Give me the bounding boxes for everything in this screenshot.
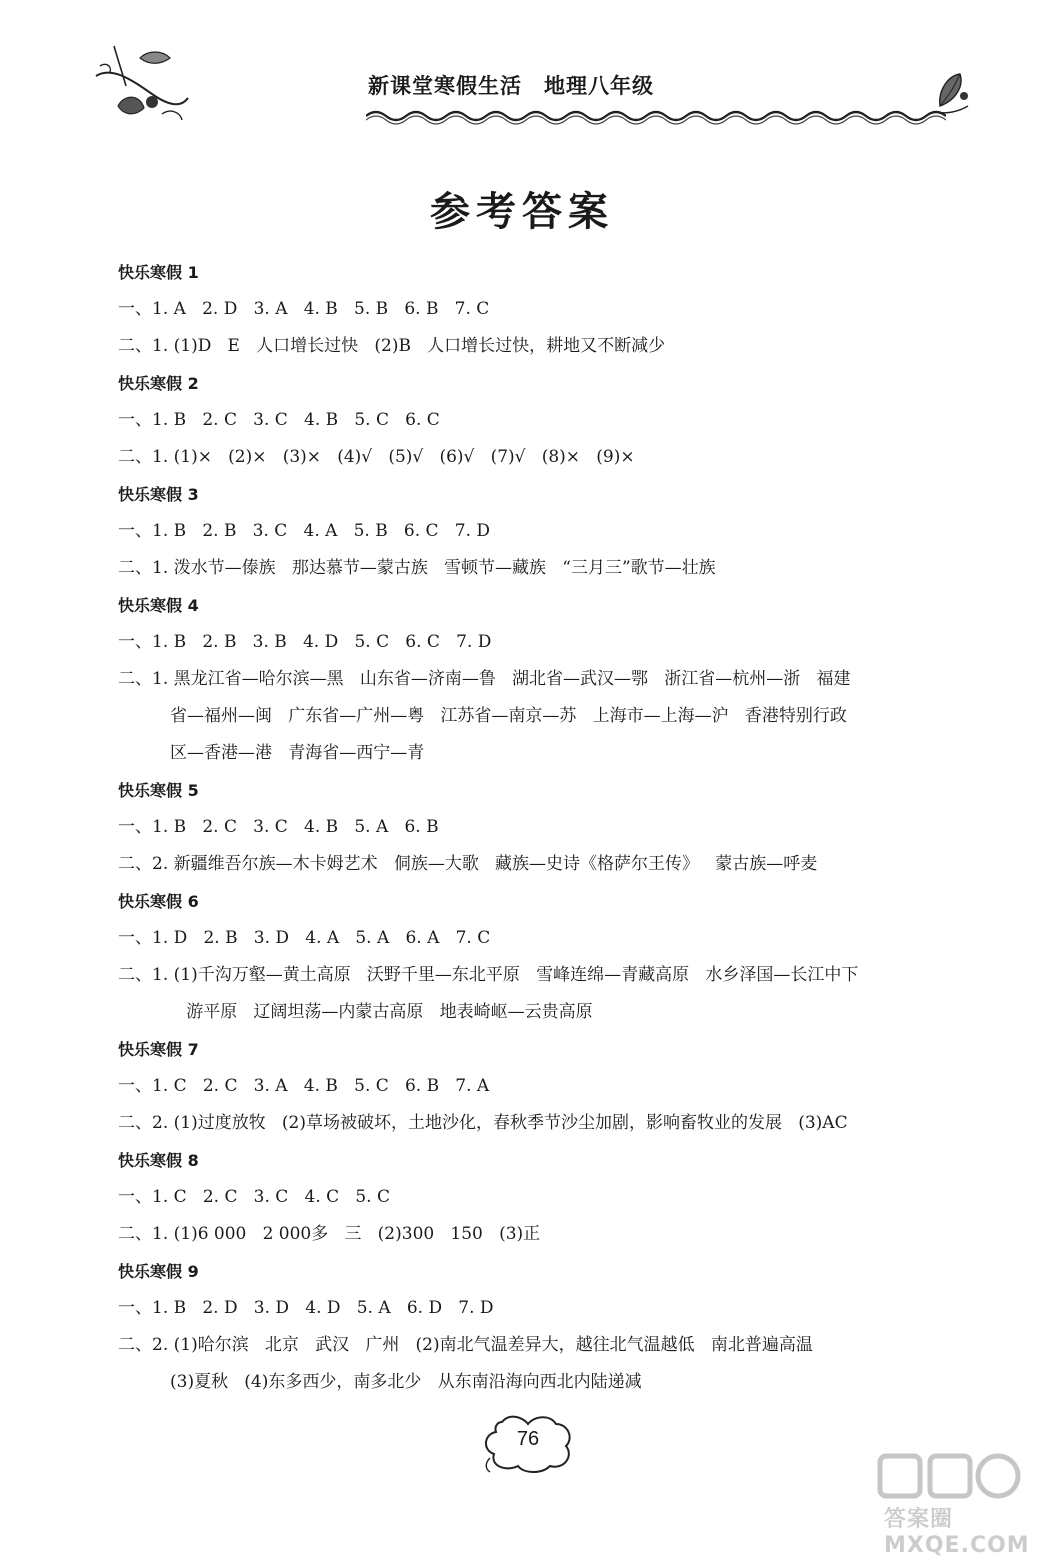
answer-line: 二、1. (1)6 000 2 000多 三 (2)300 150 (3)正	[118, 1224, 541, 1244]
answer-line: 二、1. (1)D E 人口增长过快 (2)B 人口增长过快，耕地又不断减少	[118, 336, 666, 356]
answer-line: 一、1. B 2. C 3. C 4. B 5. A 6. B	[118, 817, 439, 837]
section-title: 快乐寒假 7	[118, 1040, 199, 1059]
section-title: 快乐寒假 5	[118, 781, 199, 800]
answer-line: 省—福州—闽 广东省—广州—粤 江苏省—南京—苏 上海市—上海—沪 香港特别行政	[170, 706, 847, 726]
subject-grade: 地理八年级	[544, 74, 654, 98]
section-title: 快乐寒假 6	[118, 892, 199, 911]
flower-branch-decoration	[92, 36, 192, 124]
answer-line: 一、1. B 2. C 3. C 4. B 5. C 6. C	[118, 410, 440, 430]
watermark-text: 答案圈 MXQE.COM	[884, 1507, 1030, 1558]
section-title: 快乐寒假 8	[118, 1151, 199, 1170]
answer-line: 二、1. 黑龙江省—哈尔滨—黑 山东省—济南—鲁 湖北省—武汉—鄂 浙江省—杭州—浙 福建	[118, 669, 851, 689]
answer-line: 一、1. C 2. C 3. A 4. B 5. C 6. B 7. A	[118, 1076, 490, 1096]
section-title: 快乐寒假 4	[118, 596, 199, 615]
leaf-decoration	[934, 66, 974, 118]
answer-line: 一、1. B 2. B 3. C 4. A 5. B 6. C 7. D	[118, 521, 491, 541]
wavy-divider	[366, 106, 946, 126]
answer-line: 二、2. (1)哈尔滨 北京 武汉 广州 (2)南北气温差异大，越往北气温越低 南北普遍高温	[118, 1335, 813, 1355]
answer-line: 二、1. (1)千沟万壑—黄土高原 沃野千里—东北平原 雪峰连绵—青藏高原 水乡泽国—长江中下	[118, 965, 859, 985]
page-title: 参考答案	[430, 189, 614, 235]
book-title: 新课堂寒假生活	[368, 74, 522, 98]
answer-line: 一、1. B 2. B 3. B 4. D 5. C 6. C 7. D	[118, 632, 492, 652]
section-title: 快乐寒假 3	[118, 485, 199, 504]
running-header	[368, 70, 654, 100]
answer-line: (3)夏秋 (4)东多西少，南多北少 从东南沿海向西北内陆递减	[170, 1372, 642, 1392]
answer-line: 二、1. (1)× (2)× (3)× (4)√ (5)√ (6)√ (7)√ (8)× (9)×	[118, 447, 635, 467]
answer-line: 一、1. D 2. B 3. D 4. A 5. A 6. A 7. C	[118, 928, 491, 948]
answer-line: 游平原 辽阔坦荡—内蒙古高原 地表崎岖—云贵高原	[170, 1002, 593, 1022]
answer-line: 二、1. 泼水节—傣族 那达慕节—蒙古族 雪顿节—藏族 “三月三”歌节—壮族	[118, 558, 716, 578]
section-title: 快乐寒假 9	[118, 1262, 199, 1281]
answer-line: 二、2. (1)过度放牧 (2)草场被破坏，土地沙化，春秋季节沙尘加剧，影响畜牧业的发展 (3)AC	[118, 1113, 848, 1133]
page-number: 76	[516, 1428, 540, 1450]
answer-key	[118, 254, 968, 1401]
answer-line: 区—香港—港 青海省—西宁—青	[170, 743, 425, 763]
answer-line: 一、1. B 2. D 3. D 4. D 5. A 6. D 7. D	[118, 1298, 494, 1318]
answer-line: 一、1. A 2. D 3. A 4. B 5. B 6. B 7. C	[118, 299, 490, 319]
section-title: 快乐寒假 2	[118, 374, 199, 393]
section-title: 快乐寒假 1	[118, 263, 199, 282]
answer-line: 二、2. 新疆维吾尔族—木卡姆艺术 侗族—大歌 藏族—史诗《格萨尔王传》 蒙古族—呼麦	[118, 854, 818, 874]
answer-line: 一、1. C 2. C 3. C 4. C 5. C	[118, 1187, 390, 1207]
